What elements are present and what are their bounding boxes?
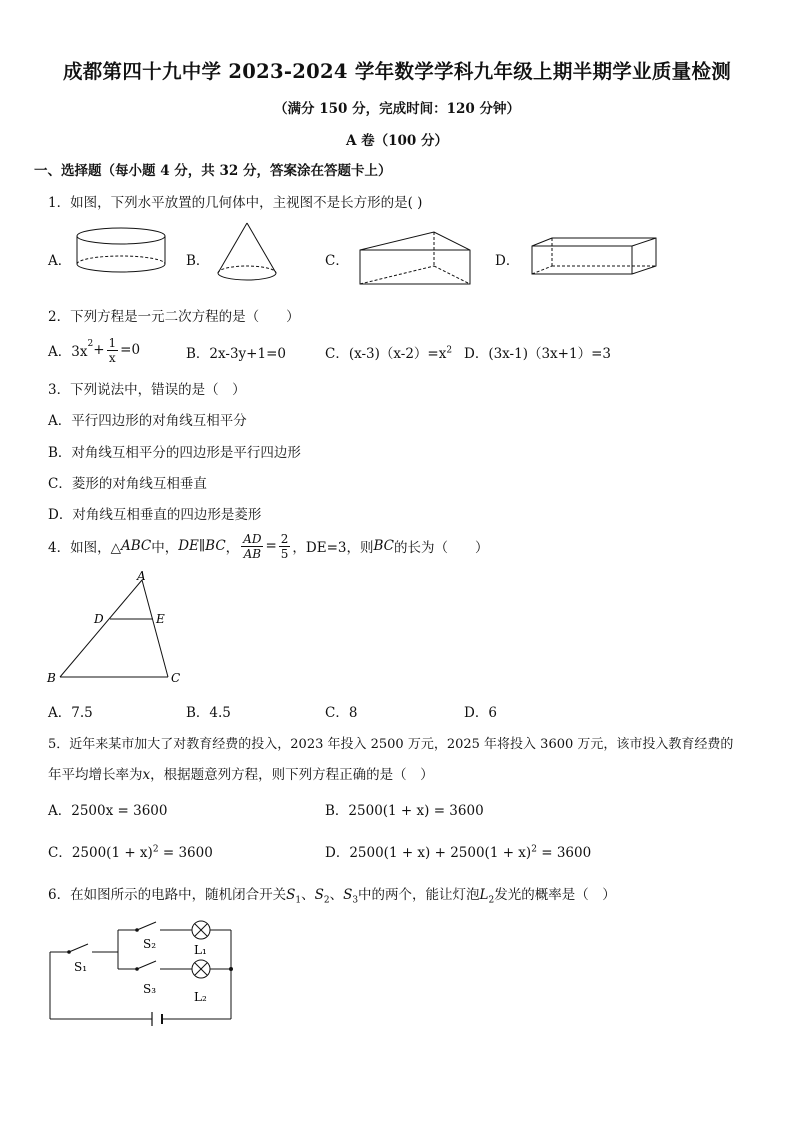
q4-value-numerator: 2	[280, 531, 289, 546]
q4-option-a: A．7.5	[48, 705, 93, 721]
q5-c-text: C．2500(1 + x)	[48, 845, 153, 861]
triangle-abc-figure	[44, 568, 194, 690]
q5-line2-pre: 年平均增长率为	[48, 767, 143, 783]
q6-s2-sub: 2	[323, 895, 330, 906]
q1-option-a-label: A．	[48, 253, 72, 269]
question-5-line-2	[48, 763, 434, 783]
q4-option-c: C．8	[325, 705, 358, 721]
q2-a-exponent: 2	[87, 339, 94, 349]
q4-stem-pre: 4．如图，△	[48, 540, 121, 556]
q6-stem-pre: 6．在如图所示的电路中，随机闭合开关	[48, 887, 287, 903]
q4-de-part: ，DE=3，则	[292, 540, 374, 556]
q4-ratio-denominator: AB	[243, 546, 262, 561]
question-4-stem	[48, 528, 489, 564]
q2-a-denominator: x	[108, 350, 116, 365]
q4-option-b: B．4.5	[186, 705, 231, 721]
q6-tail: 发光的概率是（ ）	[494, 887, 616, 903]
triangular-prism-figure	[356, 228, 474, 288]
q2-a-text: A．3x	[48, 344, 88, 360]
q5-option-a: A．2500x = 3600	[48, 803, 168, 819]
lamp-l1-label: L₁	[194, 943, 207, 957]
q4-equals: =	[265, 538, 277, 554]
q3-option-b: B．对角线互相平分的四边形是平行四边形	[48, 445, 301, 461]
q4-parallel: DE∥BC	[178, 538, 226, 554]
q4-tail: 的长为（ ）	[394, 540, 489, 556]
circuit-diagram	[44, 914, 240, 1028]
cone-figure	[214, 220, 280, 286]
q2-c-text: C．(x-3)（x-2）=x	[325, 346, 447, 362]
point-a-label: A	[137, 569, 146, 583]
section-heading: A 卷（100 分）	[345, 133, 449, 149]
point-c-label: C	[171, 671, 181, 685]
q1-option-b-label: B．	[186, 253, 210, 269]
question-5-line-1: 5．近年来某市加大了对教育经费的投入，2023 年投入 2500 万元，2025 年将投入 3600 万元，该市投入教育经费的	[48, 737, 734, 752]
q5-c-exponent: 2	[152, 844, 159, 855]
q3-option-a: A．平行四边形的对角线互相平分	[48, 413, 247, 429]
q5-d-exponent: 2	[531, 844, 537, 855]
page-title: 成都第四十九中学 2023-2024 学年数学学科九年级上期半期学业质量检测	[62, 60, 732, 83]
q4-ratio-numerator: AD	[243, 531, 262, 546]
switch-s1-label: S₁	[74, 960, 88, 974]
point-d-label: D	[94, 612, 104, 626]
exam-info: （满分 150 分，完成时间：120 分钟）	[274, 101, 520, 117]
point-b-label: B	[47, 671, 56, 685]
q6-l2-sub: 2	[488, 895, 495, 906]
q1-option-d-label: D．	[495, 253, 520, 269]
q2-c-exponent: 2	[446, 345, 453, 356]
q6-s3-sub: 3	[352, 895, 359, 906]
q2-option-b: B．2x-3y+1=0	[186, 346, 286, 362]
question-2-stem: 2．下列方程是一元二次方程的是（ ）	[48, 309, 300, 325]
q6-stem-mid: 中的两个，能让灯泡	[358, 887, 480, 903]
q4-comma: ，	[225, 540, 240, 556]
q5-d-text: D．2500(1 + x) + 2500(1 + x)	[325, 845, 532, 861]
q3-option-d: D．对角线互相垂直的四边形是菱形	[48, 507, 262, 523]
q2-a-plus: +	[93, 342, 105, 358]
q4-bc: BC	[373, 538, 395, 554]
q5-c-post: = 3600	[158, 845, 213, 861]
q2-option-c	[325, 342, 452, 362]
q6-s-2: S	[314, 887, 324, 903]
q5-option-c	[48, 841, 213, 861]
q2-option-a	[48, 332, 140, 368]
q6-sep-1: 、	[301, 887, 315, 903]
switch-s2-label: S₂	[143, 937, 157, 951]
question-6-stem	[48, 883, 616, 906]
q4-ratio-fraction	[241, 533, 263, 560]
q1-option-c-label: C．	[325, 253, 349, 269]
q2-a-numerator: 1	[108, 335, 117, 350]
q2-a-fraction	[107, 337, 119, 364]
q6-sep-2: 、	[329, 887, 344, 903]
lamp-l2-label: L₂	[194, 990, 207, 1004]
q4-option-d: D．6	[464, 705, 497, 721]
q2-a-tail: =0	[120, 342, 141, 358]
q4-triangle-name: ABC	[120, 538, 152, 554]
q6-s1-sub: 1	[295, 895, 302, 906]
q5-variable: x	[142, 767, 151, 783]
q6-l: L	[479, 887, 489, 903]
q4-value-denominator: 5	[280, 546, 289, 561]
q3-option-c: C．菱形的对角线互相垂直	[48, 476, 207, 492]
q6-s-1: S	[286, 887, 296, 903]
part-heading: 一、选择题（每小题 4 分，共 32 分，答案涂在答题卡上）	[34, 163, 392, 179]
point-e-label: E	[156, 612, 165, 626]
q5-d-post: = 3600	[536, 845, 592, 861]
q4-stem-mid: 中，	[151, 540, 179, 556]
q5-line2-post: ，根据题意列方程，则下列方程正确的是（ ）	[150, 767, 434, 783]
q2-option-d: D．(3x-1)（3x+1）=3	[464, 346, 611, 362]
q6-s-3: S	[343, 887, 353, 903]
cuboid-figure	[528, 236, 660, 278]
question-3-stem: 3．下列说法中，错误的是（ ）	[48, 382, 246, 398]
q4-value-fraction	[279, 533, 291, 560]
q5-option-d	[325, 841, 591, 861]
q5-option-b: B．2500(1 + x) = 3600	[325, 803, 484, 819]
question-1-stem: 1．如图，下列水平放置的几何体中，主视图不是长方形的是( )	[48, 195, 423, 211]
cylinder-figure	[74, 226, 168, 282]
switch-s3-label: S₃	[143, 982, 157, 996]
